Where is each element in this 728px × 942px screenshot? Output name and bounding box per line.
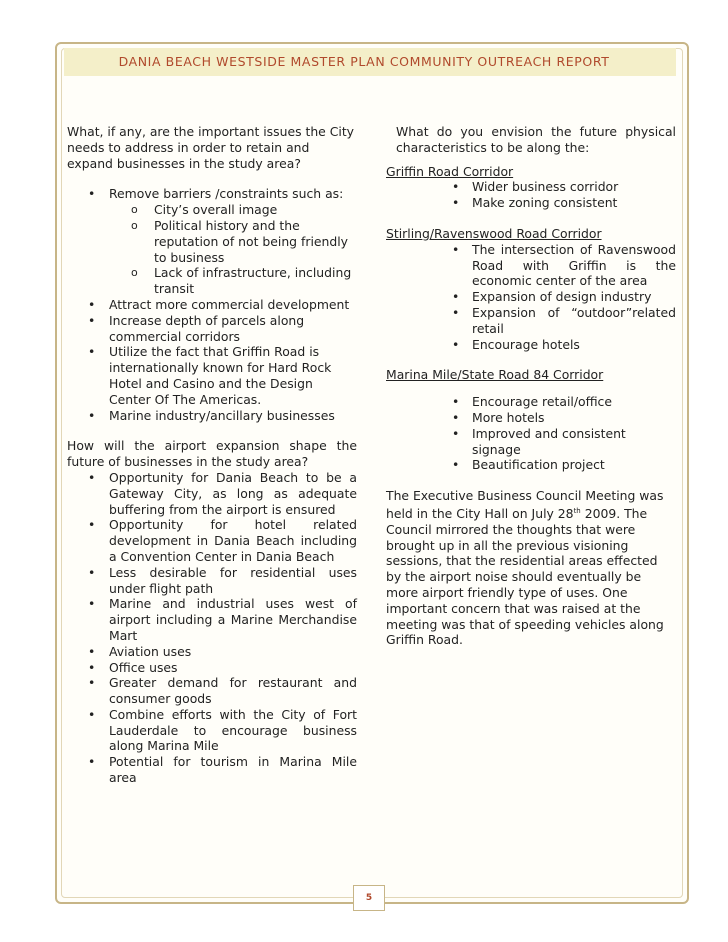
question-physical-characteristics: What do you envision the future physical characteristics to be along the: xyxy=(396,124,676,155)
list-item: • Remove barriers /constraints such as: o City’s overall image o Political history and the reputation of not being friendly to business o Lack of infrastructure, including transit xyxy=(67,186,357,297)
list-item: • Make zoning consistent xyxy=(386,195,676,211)
list-item: • Utilize the fact that Griffin Road is internationally known for Hard Rock Hotel and Casino and the Design Center Of The Americas. xyxy=(67,344,357,407)
list-item: • Office uses xyxy=(67,660,357,676)
list-item: • Increase depth of parcels along commercial corridors xyxy=(67,313,357,345)
question-airport-expansion: How will the airport expansion shape the future of businesses in the study area? xyxy=(67,438,357,470)
question-business-issues: What, if any, are the important issues the City needs to address in order to retain and expand businesses in the study area? xyxy=(67,124,355,171)
business-issues-list xyxy=(67,186,357,423)
list-item: • The intersection of Ravenswood Road with Griffin is the economic center of the area xyxy=(386,242,676,289)
sub-list-item: o Political history and the reputation of not being friendly to business xyxy=(67,218,357,265)
list-item: • Greater demand for restaurant and consumer goods xyxy=(67,675,357,707)
sub-list-item: o City’s overall image xyxy=(67,202,357,218)
list-item: • Beautification project xyxy=(386,457,676,473)
list-item: • Encourage retail/office xyxy=(386,394,676,410)
list-item: • Wider business corridor xyxy=(386,179,676,195)
sub-list xyxy=(109,202,357,297)
list-item: • Aviation uses xyxy=(67,644,357,660)
corridor-heading-marina-mile: Marina Mile/State Road 84 Corridor xyxy=(386,367,604,383)
list-item: • Combine efforts with the City of Fort Lauderdale to encourage business along Marina Mile xyxy=(67,707,357,754)
page-number: 5 xyxy=(353,885,385,911)
sub-list-item: o Lack of infrastructure, including transit xyxy=(67,265,357,297)
meeting-summary: The Executive Business Council Meeting was held in the City Hall on July 28th 2009. The Council mirrored the thoughts that were brought up in all the previous visioning sessions, that the residential areas effected by the airport noise should eventually be more airport friendly type of uses. One important concern that was raised at the meeting was that of speeding vehicles along Griffin Road. xyxy=(386,488,664,648)
list-item: • Expansion of design industry xyxy=(386,289,676,305)
list-item: • More hotels xyxy=(386,410,676,426)
list-item: • Opportunity for hotel related development in Dania Beach including a Convention Center in Dania Beach xyxy=(67,517,357,564)
list-item: • Improved and consistent signage xyxy=(386,426,676,458)
list-item: • Marine and industrial uses west of airport including a Marine Merchandise Mart xyxy=(67,596,357,643)
griffin-list xyxy=(386,179,676,211)
stirling-list xyxy=(386,242,676,353)
list-item: • Less desirable for residential uses under flight path xyxy=(67,565,357,597)
marina-mile-list xyxy=(386,394,676,473)
report-title: DANIA BEACH WESTSIDE MASTER PLAN COMMUNITY OUTREACH REPORT xyxy=(118,54,610,69)
corridor-heading-stirling: Stirling/Ravenswood Road Corridor xyxy=(386,225,602,241)
list-item: • Encourage hotels xyxy=(386,337,676,353)
left-column xyxy=(67,124,357,786)
right-column xyxy=(386,124,676,648)
list-item: • Opportunity for Dania Beach to be a Gateway City, as long as adequate buffering from the airport is ensured xyxy=(67,470,357,517)
list-item: • Marine industry/ancillary businesses xyxy=(67,408,357,424)
airport-expansion-list xyxy=(67,470,357,786)
list-item: • Expansion of “outdoor”related retail xyxy=(386,305,676,337)
corridor-heading-griffin: Griffin Road Corridor xyxy=(386,163,514,179)
list-item: • Potential for tourism in Marina Mile area xyxy=(67,754,357,786)
list-item: • Attract more commercial development xyxy=(67,297,357,313)
